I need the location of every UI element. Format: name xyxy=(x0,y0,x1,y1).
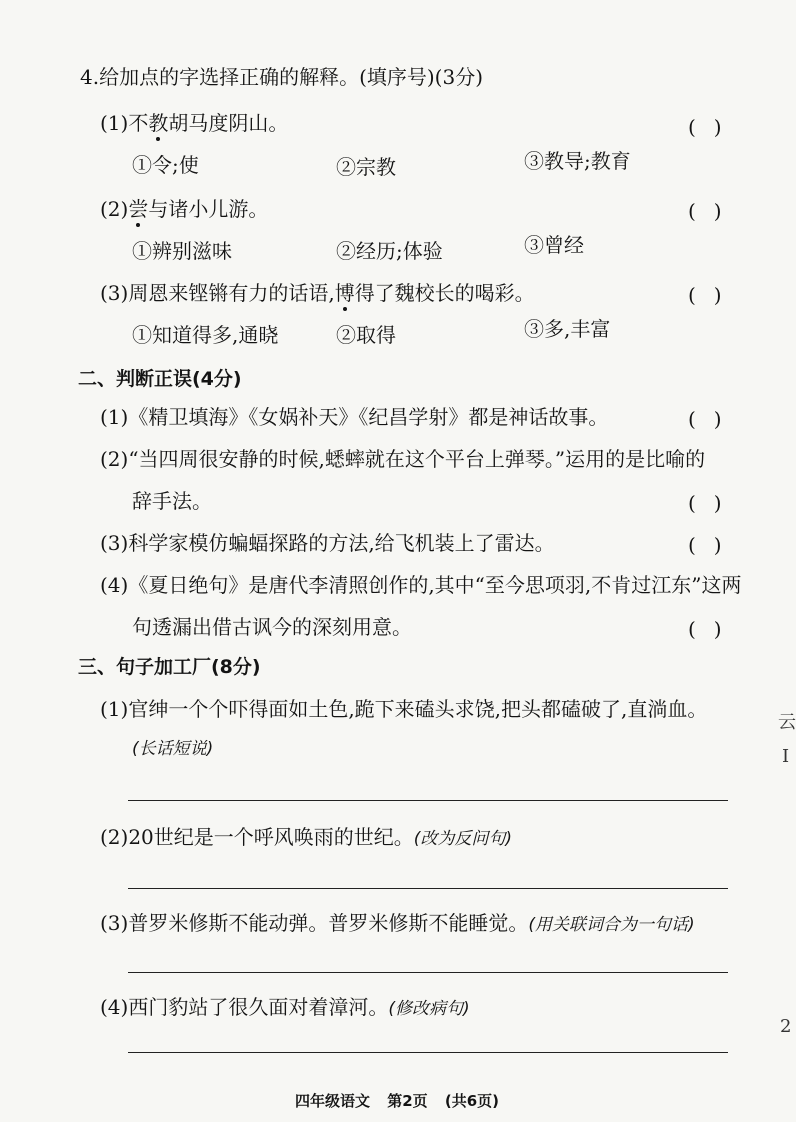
rewrite-hint: (用关联词合为一句话) xyxy=(528,915,695,935)
option: ②经历;体验 xyxy=(336,239,443,263)
answer-line[interactable] xyxy=(128,800,728,801)
answer-line[interactable] xyxy=(128,1052,728,1053)
q4-item-2: (2)尝与诸小儿游。 xyxy=(100,197,269,221)
dotted-char: 尝 xyxy=(128,197,149,221)
option: ③教导;教育 xyxy=(524,149,631,173)
option: ③曾经 xyxy=(524,233,584,257)
option: ①令;使 xyxy=(132,153,199,177)
judge-item: (4)《夏日绝句》是唐代李清照创作的,其中“至今思项羽,不肯过江东”这两 xyxy=(100,573,742,597)
answer-paren[interactable]: () xyxy=(688,491,740,515)
q4-item-1: (1)不教胡马度阴山。 xyxy=(100,111,289,135)
footer-total: (共6页) xyxy=(444,1092,500,1110)
edge-glyph: 云 xyxy=(778,712,796,733)
rewrite-item: (2)20世纪是一个呼风唤雨的世纪。(改为反问句) xyxy=(100,825,513,849)
judge-item-cont: 辞手法。 xyxy=(132,489,212,513)
judge-item: (1)《精卫填海》《女娲补天》《纪昌学射》都是神话故事。 xyxy=(100,405,609,429)
rewrite-item: (1)官绅一个个吓得面如土色,跪下来磕头求饶,把头都磕破了,直淌血。 xyxy=(100,697,708,721)
q4-title: 4.给加点的字选择正确的解释。(填序号)(3分) xyxy=(80,65,484,89)
answer-line[interactable] xyxy=(128,888,728,889)
footer-page: 第2页 xyxy=(387,1092,428,1110)
option: ①辨别滋味 xyxy=(132,239,232,263)
rewrite-item: (4)西门豹站了很久面对着漳河。(修改病句) xyxy=(100,995,470,1019)
footer-subject: 四年级语文 xyxy=(294,1092,370,1110)
rewrite-hint: (修改病句) xyxy=(388,999,470,1019)
rewrite-hint: (改为反问句) xyxy=(413,829,513,849)
section-3-title: 三、句子加工厂(8分) xyxy=(78,656,261,678)
option: ②宗教 xyxy=(336,155,396,179)
answer-paren[interactable]: () xyxy=(688,115,740,139)
section-2-title: 二、判断正误(4分) xyxy=(78,368,242,390)
answer-line[interactable] xyxy=(128,972,728,973)
page-footer xyxy=(0,1090,794,1111)
dotted-char: 博 xyxy=(334,281,355,305)
option: ①知道得多,通晓 xyxy=(132,323,279,347)
judge-item: (2)“当四周很安静的时候,蟋蟀就在这个平台上弹琴。”运用的是比喻的 xyxy=(100,447,706,471)
answer-paren[interactable]: () xyxy=(688,199,740,223)
rewrite-item: (3)普罗米修斯不能动弹。普罗米修斯不能睡觉。(用关联词合为一句话) xyxy=(100,911,695,935)
option: ③多,丰富 xyxy=(524,317,611,341)
rewrite-hint: (长话短说) xyxy=(132,739,214,759)
edge-glyph: I xyxy=(782,746,790,767)
answer-paren[interactable]: () xyxy=(688,407,740,431)
edge-glyph: 2 xyxy=(780,1016,792,1037)
dotted-char: 教 xyxy=(148,111,169,135)
option: ②取得 xyxy=(336,323,396,347)
q4-item-3: (3)周恩来铿锵有力的话语,博得了魏校长的喝彩。 xyxy=(100,281,535,305)
judge-item-cont: 句透漏出借古讽今的深刻用意。 xyxy=(132,615,412,639)
answer-paren[interactable]: () xyxy=(688,533,740,557)
answer-paren[interactable]: () xyxy=(688,617,740,641)
judge-item: (3)科学家模仿蝙蝠探路的方法,给飞机装上了雷达。 xyxy=(100,531,555,555)
answer-paren[interactable]: () xyxy=(688,283,740,307)
